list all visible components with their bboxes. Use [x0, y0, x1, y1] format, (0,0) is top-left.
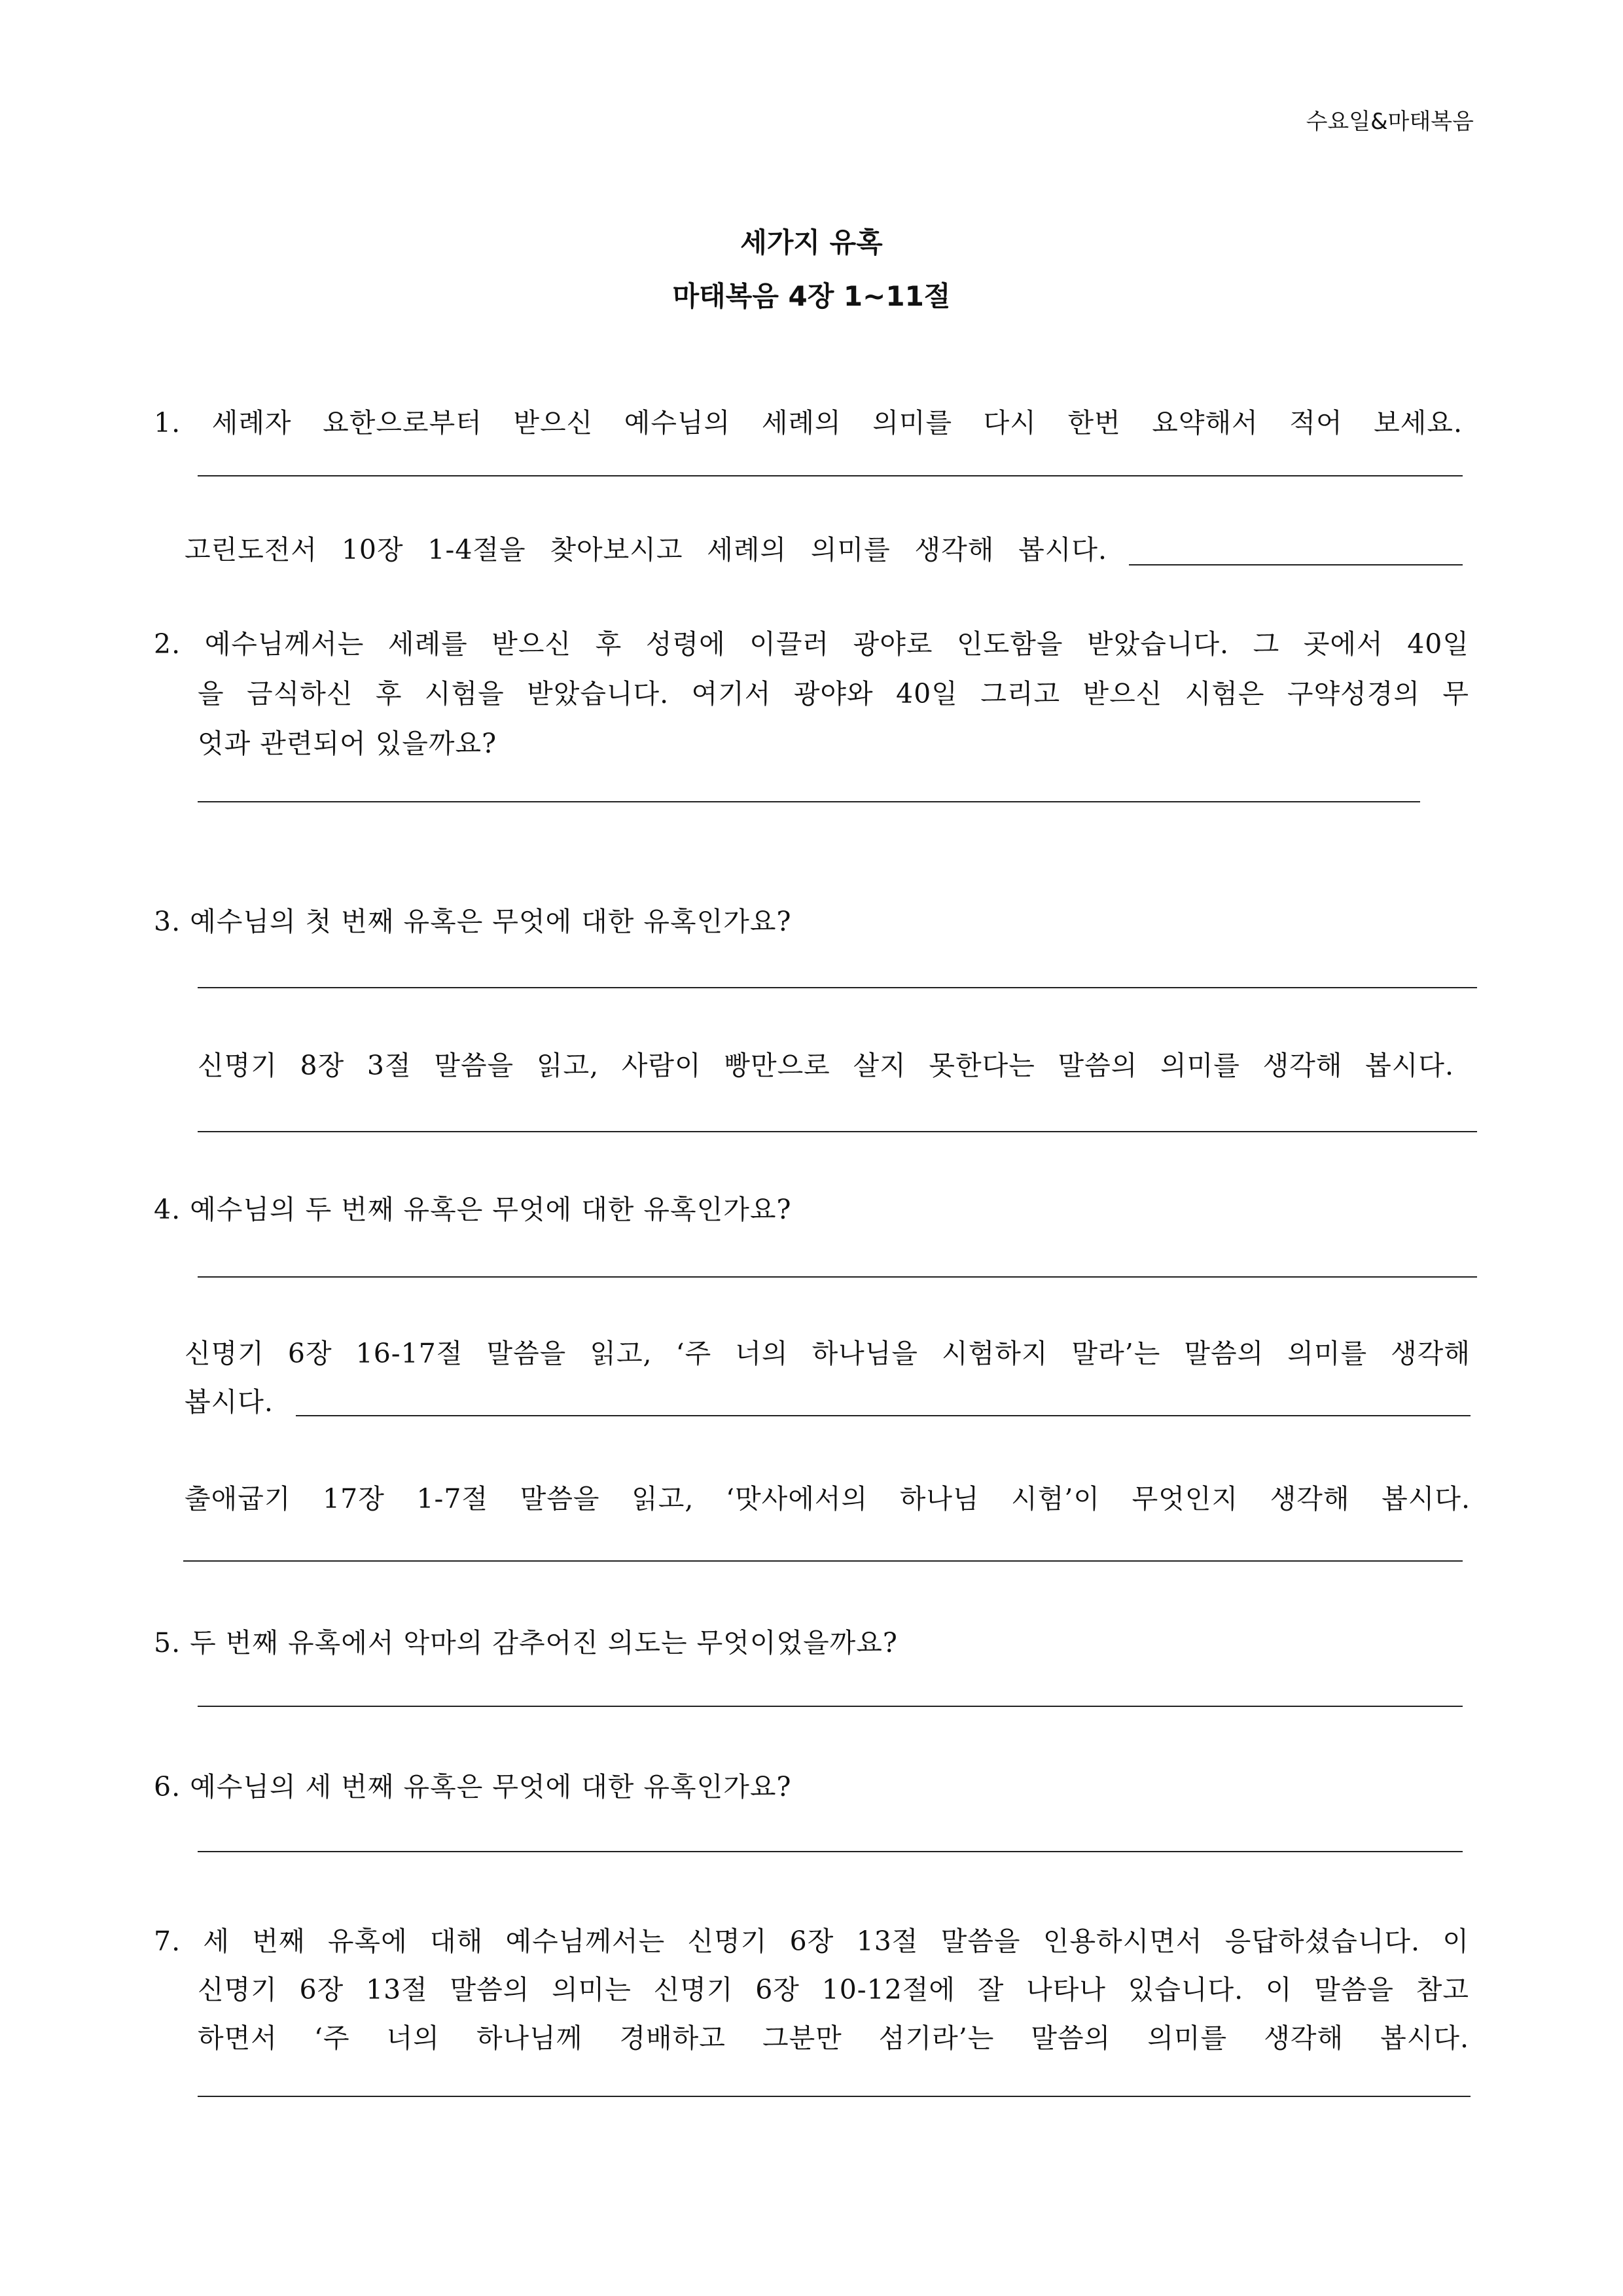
answer-line-q3[interactable] — [198, 987, 1477, 988]
question-3: 3. 예수님의 첫 번째 유혹은 무엇에 대한 유혹인가요? — [154, 906, 792, 937]
page-header: 수요일&마태복음 — [1306, 109, 1474, 135]
answer-line-q4[interactable] — [198, 1276, 1477, 1278]
question-4-sub1-line-2: 봅시다. — [185, 1386, 274, 1418]
question-2-line-3: 엇과 관련되어 있을까요? — [198, 728, 497, 759]
answer-line-q2[interactable] — [198, 801, 1420, 802]
answer-line-q4-sub2[interactable] — [183, 1560, 1463, 1562]
answer-line-q3-sub[interactable] — [198, 1131, 1477, 1132]
answer-line-q5[interactable] — [198, 1706, 1463, 1707]
answer-line-q1[interactable] — [198, 475, 1463, 476]
question-7-line-2: 신명기 6장 13절 말씀의 의미는 신명기 6장 10-12절에 잘 나타나 있습니다. 이 말씀을 참고 — [198, 1974, 1469, 2005]
page-title: 세가지 유혹 — [740, 226, 883, 259]
answer-line-q4-sub1[interactable] — [296, 1415, 1471, 1416]
question-4-sub1-line-1: 신명기 6장 16-17절 말씀을 읽고, ‘주 너의 하나님을 시험하지 말라’는 말씀의 의미를 생각해 — [185, 1338, 1471, 1369]
question-4: 4. 예수님의 두 번째 유혹은 무엇에 대한 유혹인가요? — [154, 1194, 792, 1225]
question-1-sub: 고린도전서 10장 1-4절을 찾아보시고 세례의 의미를 생각해 봅시다. — [185, 534, 1107, 565]
question-2-line-1: 2. 예수님께서는 세례를 받으신 후 성령에 이끌러 광야로 인도함을 받았습니다. 그 곳에서 40일 — [154, 628, 1469, 660]
question-6: 6. 예수님의 세 번째 유혹은 무엇에 대한 유혹인가요? — [154, 1771, 792, 1803]
answer-line-q6[interactable] — [198, 1851, 1463, 1852]
question-3-sub: 신명기 8장 3절 말씀을 읽고, 사람이 빵만으로 살지 못한다는 말씀의 의미를 생각해 봅시다. — [198, 1050, 1454, 1081]
question-5: 5. 두 번째 유혹에서 악마의 감추어진 의도는 무엇이었을까요? — [154, 1627, 898, 1659]
question-7-line-1: 7. 세 번째 유혹에 대해 예수님께서는 신명기 6장 13절 말씀을 인용하시면서 응답하셨습니다. 이 — [154, 1926, 1469, 1957]
page-subtitle: 마태복음 4장 1~11절 — [672, 280, 951, 312]
question-4-sub2: 출애굽기 17장 1-7절 말씀을 읽고, ‘맛사에서의 하나님 시험’이 무엇인지 생각해 봅시다. — [185, 1483, 1471, 1515]
question-1: 1. 세례자 요한으로부터 받으신 예수님의 세례의 의미를 다시 한번 요약해서 적어 보세요. — [154, 407, 1463, 439]
answer-line-q1-sub[interactable] — [1129, 564, 1463, 565]
answer-line-q7[interactable] — [198, 2096, 1471, 2097]
question-2-line-2: 을 금식하신 후 시험을 받았습니다. 여기서 광야와 40일 그리고 받으신 시험은 구약성경의 무 — [198, 678, 1469, 709]
question-7-line-3: 하면서 ‘주 너의 하나님께 경배하고 그분만 섬기라’는 말씀의 의미를 생각해 봅시다. — [198, 2022, 1469, 2054]
